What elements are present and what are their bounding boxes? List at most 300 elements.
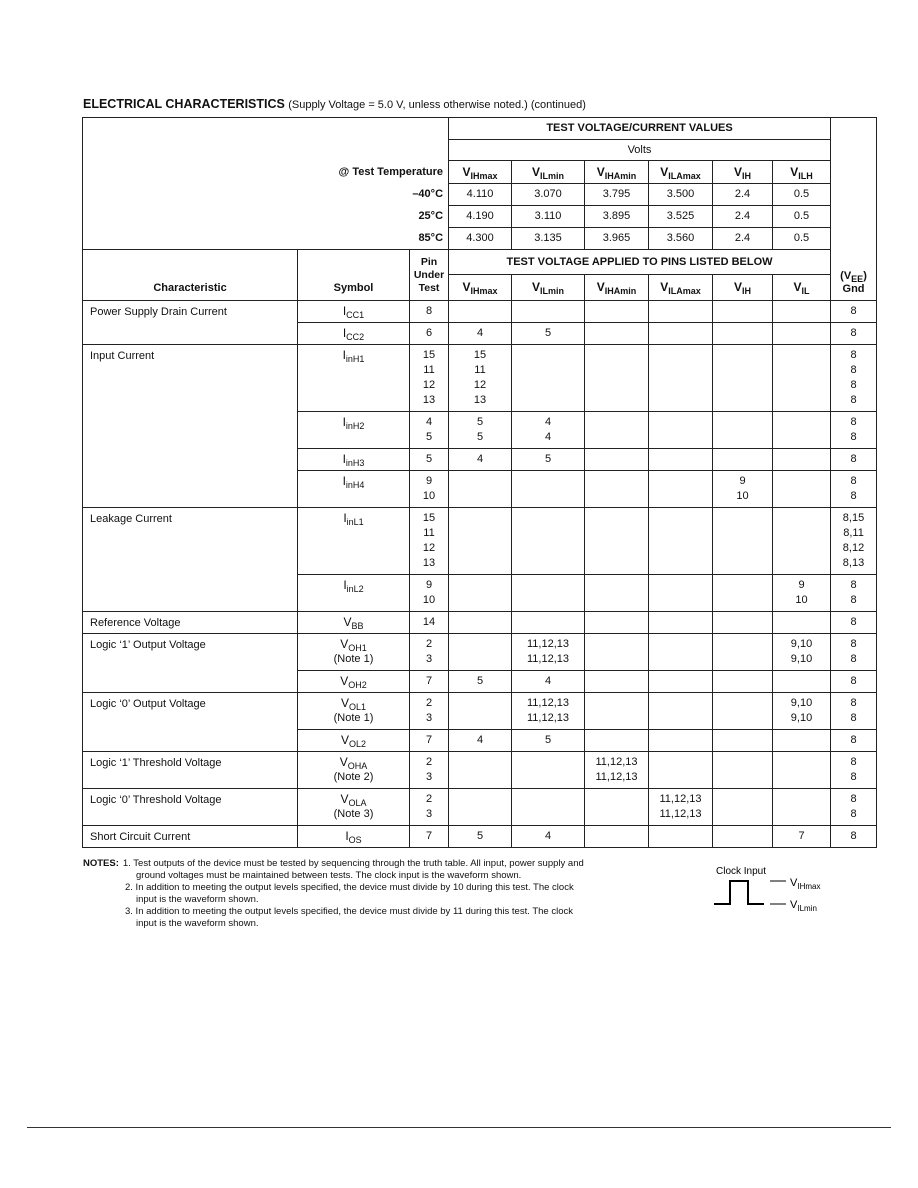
- applied-pin-value: 11,12,13: [527, 712, 570, 724]
- symbol-cell: [298, 412, 410, 449]
- value-col-symbol: [790, 165, 813, 179]
- applied-pin-value: 7: [798, 830, 805, 842]
- value-col-symbol: [597, 165, 637, 179]
- applied-pin-cell: [773, 671, 831, 693]
- symbol: [298, 578, 409, 593]
- applied-pin-value: 11,12,13: [659, 808, 702, 820]
- notes-block: [83, 858, 643, 930]
- applied-pin-cell: [512, 323, 585, 345]
- header-row-title: [83, 118, 877, 140]
- value-col-symbol-sub: ILH: [798, 170, 813, 181]
- applied-pin-cell: [713, 789, 773, 826]
- temp-value-cell: [585, 228, 649, 250]
- applied-pin-cell: [585, 634, 649, 671]
- header-blank: [83, 118, 449, 161]
- pin-value: 12: [422, 542, 436, 554]
- symbol-cell: [298, 345, 410, 412]
- pin-value: 3: [425, 808, 433, 820]
- pin-col-header: [512, 275, 585, 301]
- pin-header-line: Pin: [420, 255, 438, 268]
- value-col-symbol: [463, 165, 498, 179]
- symbol-sub: OHA: [347, 761, 368, 771]
- temp-value-cell: [449, 228, 512, 250]
- symbol: [298, 674, 409, 689]
- applied-pin-cell: [585, 730, 649, 752]
- applied-pin-value: 13: [473, 394, 487, 406]
- note-text: 3. In addition to meeting the output levels specified, the device must divide by 11 during this test. The clock: [125, 906, 573, 917]
- gnd-value: 8: [850, 394, 857, 406]
- gnd-value: 8: [850, 756, 857, 768]
- symbol-cell: [298, 323, 410, 345]
- symbol-cell: [298, 634, 410, 671]
- test-value: 2.4: [734, 188, 751, 200]
- applied-pin-cell: [512, 634, 585, 671]
- applied-pin-cell: [585, 345, 649, 412]
- vee-header-top: [831, 118, 877, 301]
- table-row: [83, 301, 877, 323]
- gnd-cell: [831, 671, 877, 693]
- temp-value-cell: [773, 206, 831, 228]
- symbol-sub: CC2: [346, 332, 365, 342]
- applied-pin-cell: [585, 789, 649, 826]
- pin-value: 3: [425, 712, 433, 724]
- clock-low-label: $V_{ILmin}$: [790, 899, 817, 913]
- applied-pin-value: 5: [476, 431, 484, 443]
- symbol-main: I: [342, 348, 346, 362]
- gnd-value: 8: [850, 453, 857, 465]
- applied-pin-cell: [449, 345, 512, 412]
- applied-pin-value: 5: [544, 453, 552, 465]
- applied-pin-cell: [449, 508, 512, 575]
- note-text: ground voltages must be maintained between tests. The clock input is the waveform shown.: [136, 870, 522, 881]
- test-values-title: TEST VOLTAGE/CURRENT VALUES: [546, 122, 733, 134]
- pin-value: 5: [425, 431, 433, 443]
- gnd-value: 8: [850, 808, 857, 820]
- applied-pin-cell: [773, 752, 831, 789]
- applied-pin-cell: [449, 449, 512, 471]
- applied-pin-cell: [449, 301, 512, 323]
- test-value: 2.4: [734, 232, 751, 244]
- vee-header: [831, 270, 876, 296]
- applied-pin-cell: [585, 612, 649, 634]
- applied-pin-cell: [449, 730, 512, 752]
- applied-pin-cell: [713, 508, 773, 575]
- test-value: 4.190: [466, 210, 494, 222]
- temp-value: 25°C: [418, 210, 444, 222]
- applied-pin-cell: [585, 752, 649, 789]
- pin-value: 15: [422, 349, 436, 361]
- value-col-symbol-main: V: [462, 164, 471, 179]
- vee-close: ): [863, 270, 867, 282]
- symbol-sub: OS: [348, 835, 362, 845]
- characteristic-cell: [83, 789, 298, 826]
- gnd-cell: [831, 826, 877, 848]
- characteristic-cell: [83, 826, 298, 848]
- note-text: input is the waveform shown.: [136, 918, 259, 929]
- applied-pin-value: 4: [544, 431, 552, 443]
- applied-pin-cell: [512, 301, 585, 323]
- symbol-header: [298, 250, 410, 301]
- gnd-cell: [831, 508, 877, 575]
- clock-input-waveform: [708, 862, 838, 920]
- pin-col-symbol-sub: ILAmax: [668, 286, 701, 296]
- table-row: [83, 345, 877, 412]
- applied-pin-cell: [773, 323, 831, 345]
- applied-pin-value: 4: [544, 416, 552, 428]
- gnd-cell: [831, 471, 877, 508]
- symbol-note: (Note 1): [333, 653, 374, 665]
- temp-value-cell: [773, 228, 831, 250]
- symbol-sub: BB: [351, 621, 364, 631]
- symbol-main: I: [342, 304, 347, 318]
- applied-pin-cell: [512, 575, 585, 612]
- applied-pin-value: 9,10: [790, 697, 813, 709]
- applied-pin-cell: [449, 323, 512, 345]
- value-col-header: [512, 161, 585, 184]
- applied-pin-cell: [649, 693, 713, 730]
- gnd-value: 8: [850, 594, 857, 606]
- pin-col-symbol: [734, 280, 751, 294]
- applied-pin-value: 11,12,13: [595, 756, 638, 768]
- pin-value: 7: [425, 675, 433, 687]
- pin-under-test-cell: [410, 508, 449, 575]
- pin-col-header: [449, 275, 512, 301]
- symbol: [298, 348, 409, 363]
- symbol-sub: inL1: [346, 517, 364, 527]
- applied-pin-cell: [585, 508, 649, 575]
- characteristic-name: Short Circuit Current: [90, 831, 191, 843]
- characteristic-cell: [83, 693, 298, 752]
- applied-pin-cell: [585, 323, 649, 345]
- applied-pin-value: 9: [739, 475, 746, 487]
- characteristic-name: Reference Voltage: [90, 617, 181, 629]
- applied-pin-cell: [649, 752, 713, 789]
- pin-col-symbol-main: V: [660, 280, 669, 294]
- pin-value: 7: [425, 830, 433, 842]
- symbol-sub: OH2: [348, 680, 367, 690]
- section-title: ELECTRICAL CHARACTERISTICS: [83, 97, 285, 111]
- pin-under-test-header: [410, 250, 449, 301]
- applied-pin-cell: [713, 671, 773, 693]
- symbol-cell: [298, 826, 410, 848]
- temp-label-cell: [83, 161, 449, 184]
- gnd-value: 8: [850, 431, 857, 443]
- applied-pin-value: 11,12,13: [527, 653, 570, 665]
- table-row: [83, 826, 877, 848]
- applied-pin-cell: [585, 575, 649, 612]
- pin-value: 11: [423, 527, 435, 539]
- temp-value-cell: [512, 184, 585, 206]
- clock-input-label: Clock Input: [716, 866, 767, 877]
- gnd-value: 8: [850, 638, 857, 650]
- temp-value-cell: [585, 206, 649, 228]
- test-value: 4.110: [466, 188, 494, 200]
- symbol-main: I: [342, 452, 346, 466]
- symbol-main: V: [340, 674, 349, 688]
- characteristic-header: [83, 250, 298, 301]
- header-row-value-cols: [83, 161, 877, 184]
- volts-label: Volts: [627, 143, 652, 156]
- gnd-cell: [831, 323, 877, 345]
- pin-col-symbol-sub: IHmax: [470, 286, 498, 296]
- pin-value: 2: [425, 793, 433, 805]
- table-row: [83, 634, 877, 671]
- pin-col-symbol: [794, 280, 810, 294]
- value-col-symbol-sub: IHmax: [470, 170, 498, 181]
- applied-pin-cell: [773, 449, 831, 471]
- applied-pin-cell: [773, 508, 831, 575]
- symbol-cell: [298, 612, 410, 634]
- gnd-value: 8: [850, 616, 857, 628]
- test-value: 3.560: [666, 232, 695, 244]
- characteristic-cell: [83, 345, 298, 508]
- applied-pin-cell: [649, 412, 713, 449]
- applied-pin-cell: [713, 471, 773, 508]
- temp-value-cell: [713, 184, 773, 206]
- applied-pin-cell: [649, 345, 713, 412]
- symbol: [298, 696, 409, 711]
- pin-col-symbol-sub: IH: [742, 286, 752, 296]
- symbol: [298, 615, 409, 630]
- pin-value: 2: [425, 756, 433, 768]
- symbol: [298, 733, 409, 748]
- value-col-symbol: [660, 165, 701, 179]
- symbol-main: V: [343, 615, 352, 629]
- test-value: 3.135: [534, 232, 562, 244]
- pin-value: 6: [425, 327, 433, 339]
- note-line: [83, 870, 643, 882]
- symbol: [298, 474, 409, 489]
- applied-pin-cell: [585, 412, 649, 449]
- value-col-symbol-main: V: [790, 164, 799, 179]
- symbol-cell: [298, 730, 410, 752]
- pin-value: 7: [425, 734, 433, 746]
- pin-under-test-cell: [410, 671, 449, 693]
- test-value: 3.110: [534, 210, 562, 222]
- applied-pin-cell: [585, 826, 649, 848]
- gnd-cell: [831, 412, 877, 449]
- pin-col-header: [713, 275, 773, 301]
- pin-value: 8: [425, 305, 433, 317]
- applied-pin-cell: [649, 471, 713, 508]
- value-col-symbol-sub: ILmin: [540, 170, 565, 181]
- symbol-main: I: [342, 326, 347, 340]
- applied-pin-cell: [773, 693, 831, 730]
- applied-pin-cell: [649, 508, 713, 575]
- applied-pin-cell: [713, 323, 773, 345]
- applied-pin-cell: [713, 693, 773, 730]
- characteristic-header-text: Characteristic: [153, 282, 227, 294]
- pin-value: 11: [423, 364, 435, 376]
- pin-col-symbol-main: V: [793, 280, 802, 294]
- symbol-sub: inH2: [345, 421, 365, 431]
- pin-under-test-cell: [410, 345, 449, 412]
- applied-pin-cell: [713, 301, 773, 323]
- applied-pin-value: 9,10: [790, 712, 813, 724]
- note-line: [83, 918, 643, 930]
- pin-under-test-cell: [410, 612, 449, 634]
- symbol-main: I: [343, 511, 347, 525]
- applied-pin-value: 5: [476, 830, 484, 842]
- gnd-value: 8: [850, 305, 857, 317]
- gnd-value: 8,11: [843, 527, 864, 539]
- temp-value-cell: [585, 184, 649, 206]
- temp-value: 85°C: [418, 231, 444, 244]
- pin-col-header: [585, 275, 649, 301]
- applied-pin-value: 5: [476, 675, 484, 687]
- pin-under-test-cell: [410, 471, 449, 508]
- applied-pin-cell: [773, 345, 831, 412]
- characteristic-cell: [83, 612, 298, 634]
- applied-pin-cell: [773, 412, 831, 449]
- characteristic-name: Logic ‘1’ Threshold Voltage: [90, 757, 222, 769]
- characteristic-name: Power Supply Drain Current: [90, 306, 227, 318]
- pin-value: 10: [422, 594, 436, 606]
- applied-pin-cell: [585, 671, 649, 693]
- applied-pin-value: 11,12,13: [527, 638, 570, 650]
- value-col-symbol-sub: IHAmin: [604, 170, 637, 181]
- gnd-value: 8: [850, 379, 857, 391]
- symbol: [298, 755, 409, 770]
- pin-under-test-cell: [410, 634, 449, 671]
- applied-pin-cell: [773, 634, 831, 671]
- applied-pin-cell: [449, 634, 512, 671]
- page-bottom-rule: [27, 1127, 891, 1128]
- applied-pin-value: 15: [473, 349, 487, 361]
- applied-pin-cell: [585, 301, 649, 323]
- applied-pin-value: 5: [476, 416, 484, 428]
- symbol-cell: [298, 671, 410, 693]
- pin-value: 14: [422, 616, 436, 628]
- symbol-main: V: [340, 637, 349, 651]
- applied-pin-value: 9,10: [790, 638, 813, 650]
- applied-pin-cell: [713, 730, 773, 752]
- applied-pin-cell: [449, 612, 512, 634]
- gnd-cell: [831, 693, 877, 730]
- symbol-sub: OL1: [349, 702, 367, 712]
- applied-pin-cell: [713, 826, 773, 848]
- volts-cell: [449, 140, 831, 161]
- pin-value: 2: [425, 638, 433, 650]
- temp-value-cell: [449, 184, 512, 206]
- applied-pin-cell: [713, 412, 773, 449]
- applied-pin-cell: [449, 826, 512, 848]
- temp-value-cell: [449, 206, 512, 228]
- applied-pin-cell: [773, 826, 831, 848]
- gnd-value: 8: [850, 579, 857, 591]
- pin-col-symbol-main: V: [532, 280, 541, 294]
- gnd-cell: [831, 345, 877, 412]
- applied-pin-cell: [649, 575, 713, 612]
- pin-under-test-cell: [410, 752, 449, 789]
- applied-pin-value: 4: [544, 830, 552, 842]
- applied-pin-cell: [713, 634, 773, 671]
- temp-value: –40°C: [412, 188, 444, 200]
- pin-value: 3: [425, 771, 433, 783]
- notes-label: NOTES:: [83, 858, 119, 869]
- symbol-main: V: [340, 733, 349, 747]
- applied-pin-cell: [512, 671, 585, 693]
- note-text: input is the waveform shown.: [136, 894, 259, 905]
- symbol: [298, 304, 409, 319]
- section-subtitle: (Supply Voltage = 5.0 V, unless otherwise noted.) (continued): [288, 99, 586, 111]
- applied-pin-cell: [512, 508, 585, 575]
- symbol: [298, 415, 409, 430]
- pin-col-symbol-sub: IHAmin: [604, 286, 637, 296]
- vee-symbol: [831, 270, 876, 283]
- characteristic-cell: [83, 634, 298, 693]
- applied-pin-value: 9: [798, 579, 805, 591]
- symbol-cell: [298, 449, 410, 471]
- test-value: 2.4: [734, 210, 751, 222]
- applied-pin-cell: [512, 612, 585, 634]
- test-value: 0.5: [793, 188, 810, 200]
- applied-pin-value: 11: [474, 364, 486, 376]
- applied-pin-value: 4: [476, 734, 484, 746]
- gnd-value: 8,12: [842, 542, 865, 554]
- value-col-header: [649, 161, 713, 184]
- applied-pin-cell: [449, 671, 512, 693]
- test-value: 3.965: [602, 232, 631, 244]
- pin-value: 12: [422, 379, 436, 391]
- applied-pin-cell: [512, 789, 585, 826]
- pin-col-symbol-main: V: [462, 280, 471, 294]
- symbol-main: I: [345, 829, 349, 843]
- note-text: 2. In addition to meeting the output levels specified, the device must divide by 10 during this test. The clock: [125, 882, 574, 893]
- pin-col-symbol: [660, 280, 701, 294]
- applied-pin-cell: [512, 471, 585, 508]
- vee-gnd: Gnd: [842, 283, 865, 295]
- test-value: 3.500: [666, 188, 695, 200]
- note-line: [83, 906, 643, 918]
- test-value: 4.300: [466, 232, 494, 244]
- gnd-value: 8: [850, 349, 857, 361]
- gnd-value: 8,15: [842, 512, 865, 524]
- applied-pin-cell: [512, 693, 585, 730]
- note-line: [83, 858, 643, 870]
- table-row: [83, 612, 877, 634]
- symbol-note: (Note 2): [333, 771, 374, 783]
- symbol: [298, 511, 409, 526]
- applied-pin-cell: [449, 789, 512, 826]
- symbol-sub: OLA: [348, 798, 367, 808]
- applied-pin-cell: [713, 575, 773, 612]
- pin-under-test-cell: [410, 730, 449, 752]
- gnd-value: 8: [850, 830, 857, 842]
- applied-pin-cell: [649, 323, 713, 345]
- table-row: [83, 789, 877, 826]
- gnd-cell: [831, 752, 877, 789]
- temp-value-cell: [649, 184, 713, 206]
- symbol: [298, 829, 409, 844]
- test-value: 3.895: [602, 210, 631, 222]
- temp-value-cell: [649, 228, 713, 250]
- applied-pin-value: 11,12,13: [595, 771, 638, 783]
- symbol-sub: inH1: [345, 354, 365, 364]
- characteristic-name: Leakage Current: [90, 513, 172, 525]
- pin-col-symbol-main: V: [734, 280, 743, 294]
- applied-pin-cell: [649, 789, 713, 826]
- applied-pin-cell: [649, 612, 713, 634]
- pin-under-test-cell: [410, 412, 449, 449]
- applied-pin-cell: [773, 789, 831, 826]
- applied-pin-cell: [449, 412, 512, 449]
- applied-pin-cell: [773, 471, 831, 508]
- symbol-main: I: [342, 474, 346, 488]
- pin-col-symbol: [463, 280, 498, 294]
- applied-pin-cell: [773, 730, 831, 752]
- symbol: [298, 452, 409, 467]
